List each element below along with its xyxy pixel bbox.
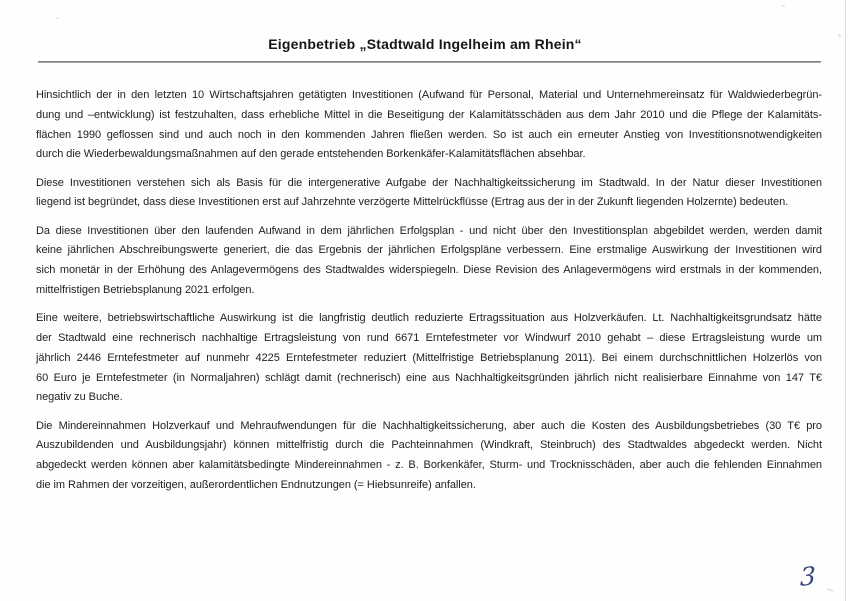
text-line: der Stadtwald eine rechnerisch nachhaltige Ertragsleistung von rund 6671 Erntefestmeter vor Windwurf 2010 gehabt – diese Ertragsleistung wurde um [36,331,822,344]
text-line: Die Mindereinnahmen Holzverkauf und Mehraufwendungen für die Nachhaltigkeitssicherung, aber auch die Kosten des Ausbildungsbetriebes (30 T€ pro [36,419,822,432]
text-line: Auszubildenden und Ausbildungsjahr) können mittelfristig durch die Pachteinnahmen (Windkraft, Steinbruch) des Stadtwaldes abgedeckt werden. Nicht [36,439,822,452]
text-line: 60 Euro je Erntefestmeter (in Normaljahren) schlägt damit (rechnerisch) eine aus Nachhaltigkeitsgründen jährlich nicht realisierbare Einnahme von 147 T€ [36,371,822,384]
text-line: Eine weitere, betriebswirtschaftliche Auswirkung ist die langfristig deutlich reduzierte Ertragssituation aus Holzverkäufen. Lt. Nachhaltigkeitsgrundsatz hätte [36,312,822,325]
scan-speck-artifact [56,17,59,19]
text-line: Hinsichtlich der in den letzten 10 Wirtschaftsjahren getätigten Investitionen (Aufwand für Personal, Material und Unternehmereinsatz für Waldwiederbegrün- [36,89,822,101]
header-divider-rule [38,61,821,63]
text-line: abgedeckt werden können aber kalamitätsbedingte Mindereinnahmen - z. B. Borkenkäfer, Sturm- und Trocknisschäden, aber auch die fehlenden Einnahmen [36,459,822,472]
text-line: liegend ist begründet, dass diese Investitionen erst auf Jahrzehnte verzögerte Mittelrückflüsse (Ertrag aus der in der Zukunft liegenden Holzernte) bedeuten. [36,196,789,209]
text-line: sich monetär in der Erhöhung des Anlagevermögens des Stadtwaldes widerspiegeln. Diese Revision des Anlagevermögens wird erstmals in der kommenden, [36,264,822,277]
paragraph-mindereinnahmen [36,417,822,496]
text-line: dung und –entwicklung) ist festzuhalten, dass erhebliche Mittel in die Beseitigung der Kalamitätsschäden aus dem Jahr 2010 und die Pflege der Kalamitäts- [36,108,822,121]
text-line: keine jährlichen Abschreibungswerte generiert, die das Ergebnis der jährlichen Erfolgspläne verbessern. Eine erstmalige Auswirkung der Investitionen wird [36,244,822,257]
scan-speck-artifact [826,588,834,592]
text-line: jährlich 2446 Erntefestmeter auf nunmehr 4225 Erntefestmeter reduziert (Mittelfristige Betriebsplanung 2011). Bei einem durchschnittlichen Holzerlös von [36,351,822,364]
page-title: Eigenbetrieb „Stadtwald Ingelheim am Rhein“ [268,36,582,52]
text-line: die im Rahmen der vorzeitigen, außerordentlichen Endnutzungen (= Hiebsunreife) anfallen. [36,478,476,491]
text-line: negativ zu Buche. [36,391,123,404]
paragraph-ertragssituation [36,309,822,408]
text-line: Da diese Investitionen über den laufenden Aufwand in dem jährlichen Erfolgsplan - und nicht über den Investitionsplan abgebildet werden, werden damit [36,224,822,237]
paragraph-investments-overview [36,86,822,165]
handwritten-page-number: 3 [800,561,816,592]
scan-speck-artifact [838,34,841,37]
paragraph-sustainability-basis [36,174,822,214]
text-line: flächen 1990 geflossen sind und auch noch in den kommenden Jahren fließen werden. So ist auch ein erneuter Anstieg von Investitionsnotwendigkeiten [36,128,822,141]
text-line: Diese Investitionen verstehen sich als Basis für die intergenerative Aufgabe der Nachhaltigkeitssicherung im Stadtwald. In der Natur dieser Investitionen [36,176,822,189]
document-body [36,86,822,504]
scan-speck-artifact [782,5,785,7]
scan-edge-artifact [845,0,846,601]
paragraph-erfolgsplan [36,222,822,301]
text-line: durch die Wiederbewaldungsmaßnahmen auf den gerade entstehenden Borkenkäfer-Kalamitätsflächen absehbar. [36,148,586,161]
text-line: mittelfristigen Betriebsplanung 2021 erfolgen. [36,283,255,296]
